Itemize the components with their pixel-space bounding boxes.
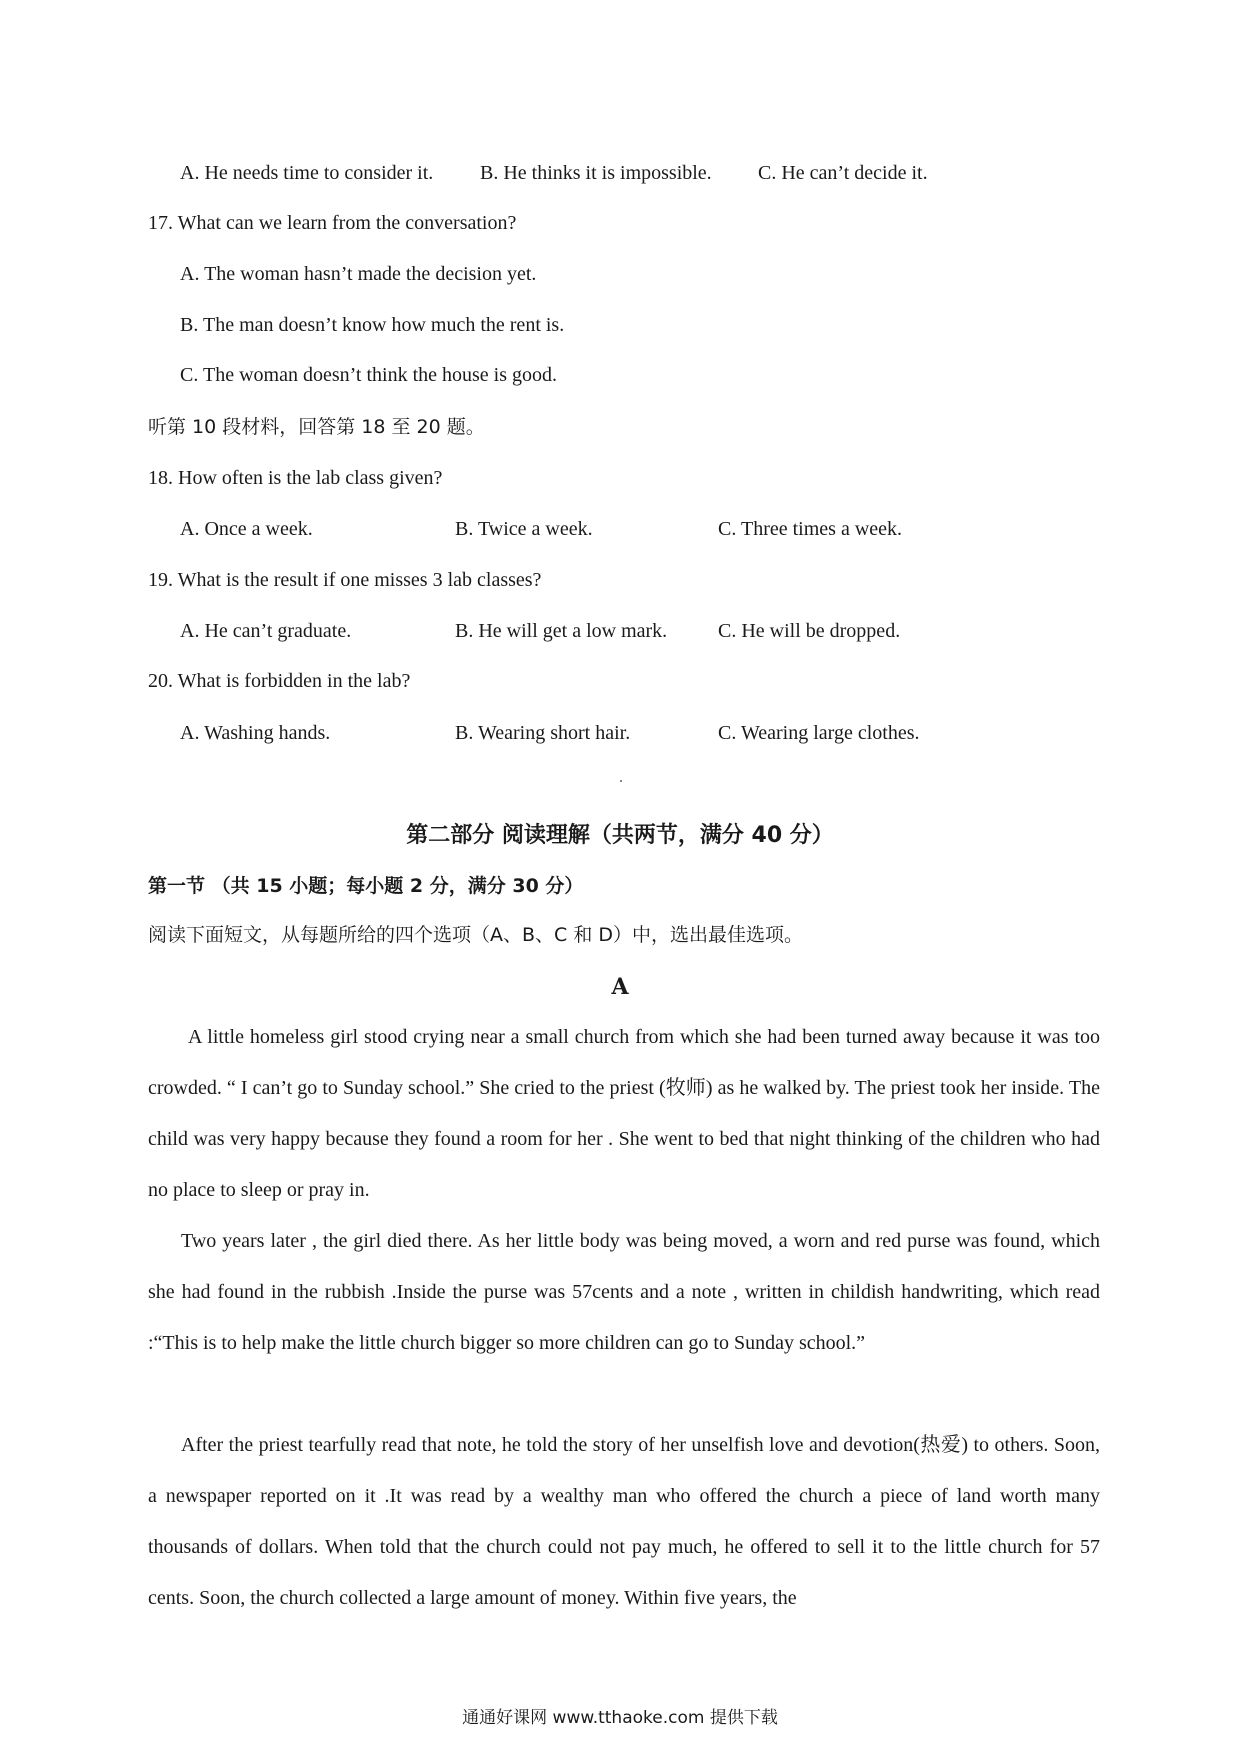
q20-question: 20. What is forbidden in the lab?	[148, 670, 411, 692]
q17-option-c: C. The woman doesn’t think the house is good.	[180, 364, 558, 386]
page-footer: 通通好课网 www.tthaoke.com 提供下载	[462, 1708, 778, 1728]
q18-option-c: C. Three times a week.	[718, 518, 903, 540]
q19-option-b: B. He will get a low mark.	[455, 620, 668, 642]
section1-title: 第一节 （共 15 小题；每小题 2 分，满分 30 分）	[148, 875, 584, 897]
q19-option-c: C. He will be dropped.	[718, 620, 901, 642]
q17-option-a: A. The woman hasn’t made the decision yet.	[180, 263, 537, 285]
passage-paragraph-3: After the priest tearfully read that note, he told the story of her unselfish love and devotion(热爱) to others. Soon, a newspaper reported on it .It was read by a wealthy man who offered the church a piece of land worth many thousands of dollars. When told that the church could not pay much, he offered to sell it to the little church for 57 cents. Soon, the church collected a large amount of money. Within five years, the	[148, 1434, 1100, 1609]
q18-option-b: B. Twice a week.	[455, 518, 593, 540]
q20-option-a: A. Washing hands.	[180, 722, 331, 744]
q18-option-a: A. Once a week.	[180, 518, 313, 540]
q19-option-a: A. He can’t graduate.	[180, 620, 352, 642]
passage-paragraph-1: A little homeless girl stood crying near a small church from which she had been turned away because it was too crowded. “ I can’t go to Sunday school.” She cried to the priest (牧师) as he walked by. The priest took her inside. The child was very happy because they found a room for her . She went to bed that night thinking of the children who had no place to sleep or pray in.	[148, 1026, 1100, 1201]
section10-instruction: 听第 10 段材料，回答第 18 至 20 题。	[148, 416, 485, 438]
q16-option-b: B. He thinks it is impossible.	[480, 162, 712, 184]
passage-paragraph-2: Two years later , the girl died there. As her little body was being moved, a worn and red purse was found, which she had found in the rubbish .Inside the purse was 57cents and a note , written in childish handwriting, which read :“This is to help make the little church bigger so more children can go to Sunday school.”	[148, 1230, 1100, 1354]
q16-option-a: A. He needs time to consider it.	[180, 162, 434, 184]
q16-option-c: C. He can’t decide it.	[758, 162, 928, 184]
part2-title: 第二部分 阅读理解（共两节，满分 40 分）	[406, 823, 834, 848]
q17-question: 17. What can we learn from the conversation?	[148, 212, 517, 234]
q19-question: 19. What is the result if one misses 3 lab classes?	[148, 569, 542, 591]
q20-option-c: C. Wearing large clothes.	[718, 722, 920, 744]
reading-instruction: 阅读下面短文，从每题所给的四个选项（A、B、C 和 D）中，选出最佳选项。	[148, 924, 804, 946]
stray-dot	[620, 780, 622, 782]
q18-question: 18. How often is the lab class given?	[148, 467, 443, 489]
q20-option-b: B. Wearing short hair.	[455, 722, 631, 744]
passage-label: A	[611, 974, 629, 1000]
q17-option-b: B. The man doesn’t know how much the rent is.	[180, 314, 565, 336]
